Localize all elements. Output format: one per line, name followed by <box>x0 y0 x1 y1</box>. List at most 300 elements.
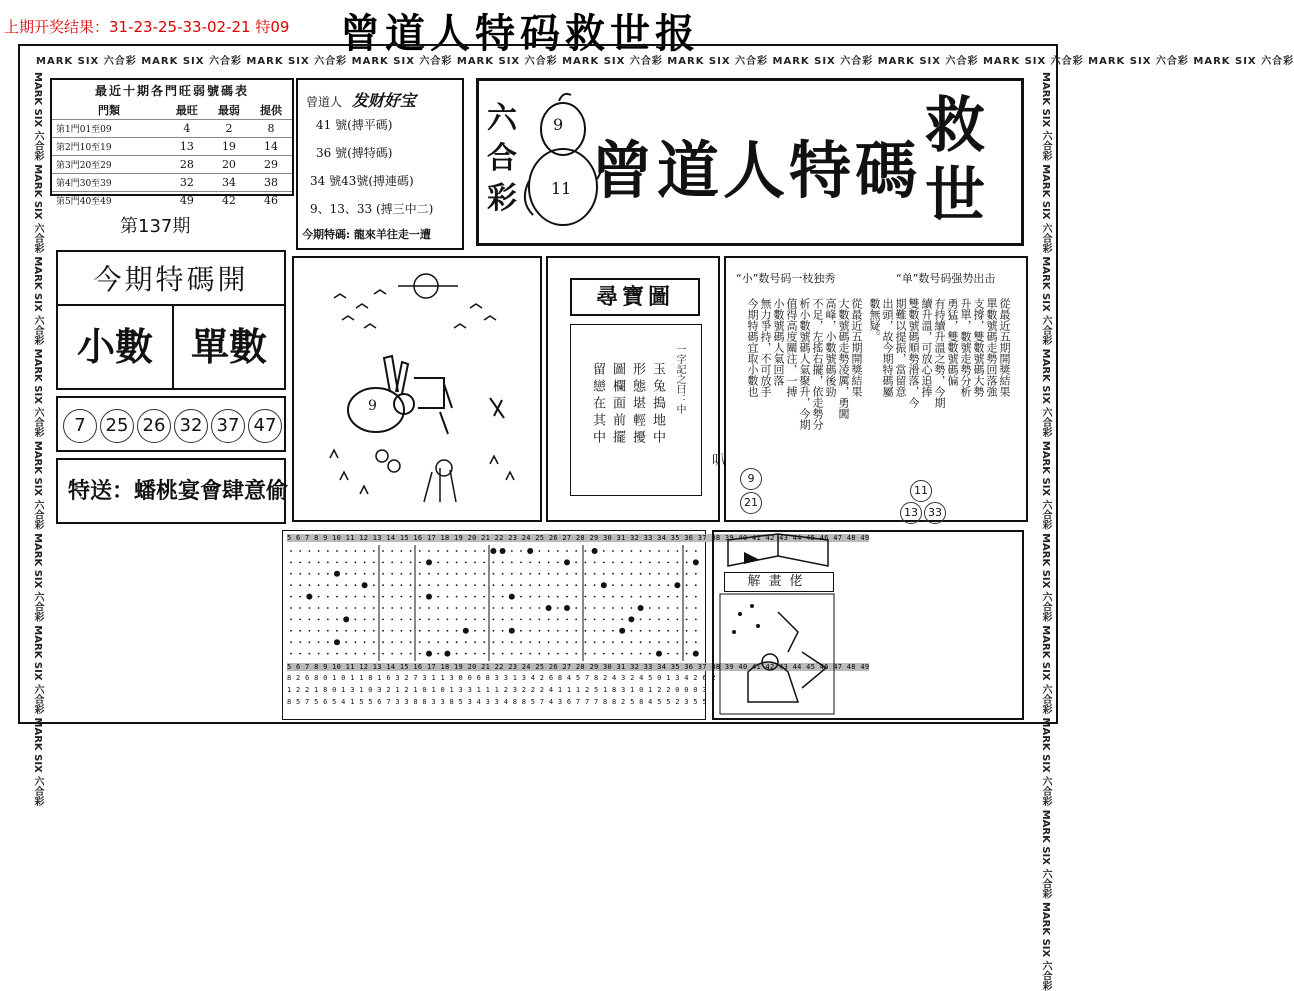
grid-dot <box>299 641 301 643</box>
grid-dot <box>575 562 577 564</box>
grid-dot <box>345 573 347 575</box>
number-circle: 32 <box>174 409 208 443</box>
grid-dot <box>557 584 559 586</box>
grid-dot <box>336 562 338 564</box>
grid-dot <box>640 550 642 552</box>
number-circle: 7 <box>63 409 97 443</box>
grid-dot <box>667 653 669 655</box>
table-row <box>52 138 292 156</box>
treasure-title: 尋寶圖 <box>570 278 700 316</box>
grid-dot <box>355 630 357 632</box>
puzzle-picture-box <box>712 530 1024 720</box>
grid-dot <box>649 619 651 621</box>
analysis-column: 有持續升溫之勢，今期 <box>933 298 946 408</box>
grid-dot <box>511 573 513 575</box>
grid-dot <box>603 562 605 564</box>
grid-dot <box>373 562 375 564</box>
grid-dot <box>343 616 349 622</box>
grid-dot <box>410 550 412 552</box>
analysis-column: 從最近五期開獎結果 <box>998 298 1011 397</box>
grid-dot <box>309 619 311 621</box>
grid-dot <box>640 584 642 586</box>
grid-dot <box>382 584 384 586</box>
previous-result-text: 上期开奖结果：31-23-25-33-02-21 特09 <box>4 18 290 36</box>
grid-dot <box>502 619 504 621</box>
grid-dot <box>483 596 485 598</box>
grid-dot <box>686 619 688 621</box>
grid-dot <box>456 619 458 621</box>
table-header-cell: 最旺 <box>175 104 198 117</box>
grid-dot <box>603 619 605 621</box>
grid-dot <box>336 630 338 632</box>
grid-dot <box>649 584 651 586</box>
grid-dot <box>391 607 393 609</box>
rabbit-number: 9 <box>368 398 377 414</box>
grid-dot <box>575 607 577 609</box>
grid-dot <box>509 628 515 634</box>
grid-dot <box>447 619 449 621</box>
table-header-row <box>52 101 292 120</box>
grid-dot <box>474 584 476 586</box>
grid-dot <box>594 562 596 564</box>
grid-dot <box>493 607 495 609</box>
grid-dot <box>529 607 531 609</box>
grid-dot <box>401 653 403 655</box>
grid-dot <box>621 596 623 598</box>
grid-dot <box>667 562 669 564</box>
analysis-box <box>712 256 1028 522</box>
grid-dot <box>419 596 421 598</box>
grid-dot <box>456 562 458 564</box>
table-cell: 29 <box>250 156 292 174</box>
grid-dot <box>631 562 633 564</box>
grid-dot <box>382 573 384 575</box>
grid-dot <box>566 596 568 598</box>
grid-dot <box>677 630 679 632</box>
grid-dot <box>336 619 338 621</box>
grid-dot <box>621 562 623 564</box>
grid-dot <box>612 550 614 552</box>
grid-dot <box>566 584 568 586</box>
table-header-cell: 提供 <box>259 104 282 117</box>
grid-dot <box>391 641 393 643</box>
grid-dot <box>336 550 338 552</box>
grid-dot <box>465 607 467 609</box>
title-banner <box>476 78 1024 246</box>
grid-dot <box>456 630 458 632</box>
grid-dot <box>658 607 660 609</box>
grid-dot <box>575 573 577 575</box>
table-cell: 19 <box>208 138 250 156</box>
grid-dot <box>318 596 320 598</box>
table-cell: 13 <box>166 138 208 156</box>
grid-dot <box>502 596 504 598</box>
treasure-map-box <box>546 256 720 522</box>
grid-dot <box>401 607 403 609</box>
analysis-circle: 9 <box>740 468 762 490</box>
grid-dot <box>309 630 311 632</box>
treasure-line: 留戀在其中 <box>590 362 605 447</box>
grid-dot <box>428 584 430 586</box>
grid-dot <box>336 596 338 598</box>
grid-dot <box>290 619 292 621</box>
analysis-circle: 13 <box>900 502 922 524</box>
grid-dot <box>677 550 679 552</box>
grid-dot <box>640 596 642 598</box>
treasure-line: 玉兔搗地中 <box>650 362 665 447</box>
grid-dot <box>299 653 301 655</box>
grid-dot <box>437 641 439 643</box>
grid-dot <box>539 619 541 621</box>
grid-dot <box>667 550 669 552</box>
grid-dot <box>539 596 541 598</box>
grid-dot <box>318 584 320 586</box>
grid-dot <box>695 630 697 632</box>
grid-dot <box>529 584 531 586</box>
grid-dot <box>355 573 357 575</box>
grid-dot <box>631 630 633 632</box>
grid-dot <box>290 596 292 598</box>
analysis-head-odd: “单”数号码强势出击 <box>896 272 996 285</box>
grid-dot <box>502 607 504 609</box>
grid-dot <box>509 594 515 600</box>
table-row <box>52 174 292 192</box>
grid-dot <box>621 641 623 643</box>
grid-dot <box>566 630 568 632</box>
grid-dot <box>299 562 301 564</box>
grid-dot <box>327 596 329 598</box>
grid-dot <box>410 562 412 564</box>
grid-dot <box>465 562 467 564</box>
table-cell: 20 <box>208 156 250 174</box>
grid-dot <box>585 584 587 586</box>
grid-dot <box>465 584 467 586</box>
grid-dot <box>493 641 495 643</box>
grid-dot <box>428 641 430 643</box>
grid-dot <box>612 630 614 632</box>
grid-dot <box>483 641 485 643</box>
grid-dot <box>428 550 430 552</box>
grid-dot <box>564 559 570 565</box>
grid-dot <box>686 584 688 586</box>
grid-dot <box>621 653 623 655</box>
grid-dot <box>428 607 430 609</box>
grid-dot <box>364 550 366 552</box>
table-row <box>52 120 292 138</box>
grid-dot <box>465 641 467 643</box>
grid-dot <box>474 550 476 552</box>
grid-dot <box>382 596 384 598</box>
grid-dot <box>456 573 458 575</box>
grid-dot <box>585 641 587 643</box>
grid-dot <box>345 630 347 632</box>
grid-dot <box>548 562 550 564</box>
grid-dot <box>686 630 688 632</box>
grid-dot <box>309 562 311 564</box>
grid-dot <box>318 607 320 609</box>
grid-dot <box>391 550 393 552</box>
grid-dot <box>677 619 679 621</box>
grid-dot <box>649 550 651 552</box>
grid-dot <box>456 607 458 609</box>
grid-dot <box>447 562 449 564</box>
grid-dot <box>658 562 660 564</box>
banner-liuhe-text: 六合彩 <box>487 101 517 216</box>
grid-dot <box>575 630 577 632</box>
grid-dot <box>658 550 660 552</box>
grid-dot <box>594 607 596 609</box>
grid-dot <box>658 641 660 643</box>
grid-dot <box>410 584 412 586</box>
code-box-heading <box>306 88 470 111</box>
grid-dot <box>345 607 347 609</box>
analysis-column: 值得高度關注，一搏 <box>785 298 798 397</box>
grid-dot <box>299 619 301 621</box>
analysis-column: 小數號碼人氣回落 <box>772 298 785 386</box>
grid-dot <box>419 641 421 643</box>
special-gift-box: 特送：蟠桃宴會肆意偷 <box>56 458 286 524</box>
grid-dot <box>456 641 458 643</box>
grid-dot <box>309 550 311 552</box>
treasure-line: 圖欄面前擺 <box>610 362 625 447</box>
grid-dot <box>575 584 577 586</box>
grid-dot <box>548 573 550 575</box>
grid-dot <box>391 619 393 621</box>
grid-dot <box>382 630 384 632</box>
grid-dot <box>539 641 541 643</box>
grid-dot <box>447 630 449 632</box>
grid-dot <box>364 641 366 643</box>
grid-dot <box>493 584 495 586</box>
grid-dot <box>318 653 320 655</box>
grid-dot <box>474 562 476 564</box>
grid-dot <box>638 605 644 611</box>
code-line: 9、13、33 (搏三中二) <box>310 202 434 216</box>
grid-dot <box>640 653 642 655</box>
grid-dot <box>336 584 338 586</box>
grid-dot <box>345 596 347 598</box>
grid-dot <box>557 596 559 598</box>
grid-dot <box>345 562 347 564</box>
grid-dot <box>493 619 495 621</box>
rabbit-illustration <box>294 258 540 520</box>
banner-jiu-text: 救世 <box>925 91 985 231</box>
code-box-heading-label: 曾道人 <box>306 95 343 109</box>
grid-dot <box>474 607 476 609</box>
grid-dot <box>299 630 301 632</box>
grid-dot <box>575 596 577 598</box>
grid-dot <box>603 607 605 609</box>
grid-dot <box>667 596 669 598</box>
grid-dot <box>401 584 403 586</box>
table-cell: 32 <box>166 174 208 192</box>
grid-dot <box>603 573 605 575</box>
grid-dot <box>355 596 357 598</box>
grid-dot <box>520 550 522 552</box>
open-small-text: 小數 <box>58 306 174 388</box>
grid-dot <box>327 619 329 621</box>
grid-dot <box>557 562 559 564</box>
grid-dot <box>585 619 587 621</box>
grid-dot <box>575 550 577 552</box>
grid-dot <box>529 573 531 575</box>
grid-dot <box>493 653 495 655</box>
grid-dot <box>656 651 662 657</box>
grid-dot <box>529 596 531 598</box>
grid-dot <box>419 619 421 621</box>
grid-dot <box>686 653 688 655</box>
grid-dot <box>603 550 605 552</box>
table-header-cell: 最弱 <box>217 104 240 117</box>
grid-dot <box>318 562 320 564</box>
grid-dot <box>474 596 476 598</box>
grid-dot <box>621 607 623 609</box>
grid-dot <box>658 630 660 632</box>
analysis-column: 期難以提振，當留意 <box>894 298 907 397</box>
grid-dot <box>456 550 458 552</box>
grid-dot <box>546 605 552 611</box>
grid-dot <box>619 628 625 634</box>
table-cell: 第1門01至09 <box>52 120 166 138</box>
grid-dot <box>631 641 633 643</box>
grid-dot <box>355 619 357 621</box>
grid-dot <box>527 548 533 554</box>
grid-dot <box>686 641 688 643</box>
number-circle: 25 <box>100 409 134 443</box>
grid-dot <box>667 607 669 609</box>
grid-dot <box>511 562 513 564</box>
grid-dot <box>419 653 421 655</box>
grid-dot <box>677 596 679 598</box>
code-line: 34 號43號(搏連碼) <box>310 174 414 188</box>
grid-dot <box>327 573 329 575</box>
grid-dot <box>603 596 605 598</box>
table-cell: 4 <box>166 120 208 138</box>
grid-dot <box>695 573 697 575</box>
grid-dot <box>410 653 412 655</box>
grid-dot <box>539 630 541 632</box>
grid-dot <box>364 596 366 598</box>
grid-dot <box>520 562 522 564</box>
analysis-column: 升單，數號走勢分析 <box>959 298 972 397</box>
table-title: 最近十期各門旺弱號碼表 <box>94 84 249 98</box>
grid-dot <box>382 653 384 655</box>
grid-dot <box>585 550 587 552</box>
analysis-circle: 21 <box>740 492 762 514</box>
grid-dot <box>575 653 577 655</box>
grid-dot <box>327 630 329 632</box>
scholar-illustration <box>718 592 836 716</box>
grid-dot <box>649 596 651 598</box>
grid-dot <box>566 550 568 552</box>
grid-dot <box>364 653 366 655</box>
code-line: 41 號(搏平碼) <box>316 118 393 132</box>
grid-dot <box>640 573 642 575</box>
grid-dot <box>345 641 347 643</box>
grid-dot <box>318 619 320 621</box>
grid-dot <box>290 607 292 609</box>
grid-dot <box>520 641 522 643</box>
grid-dot <box>463 628 469 634</box>
grid-dot <box>465 596 467 598</box>
grid-dot <box>428 573 430 575</box>
grid-dot <box>539 562 541 564</box>
grid-dot <box>585 653 587 655</box>
grid-dot <box>631 596 633 598</box>
grid-dot <box>483 584 485 586</box>
analysis-circle: 11 <box>910 480 932 502</box>
grid-dot <box>640 630 642 632</box>
grid-dot <box>603 630 605 632</box>
grid-dot <box>621 584 623 586</box>
grid-dot <box>299 584 301 586</box>
grid-dot <box>594 641 596 643</box>
table-cell: 第5門40至49 <box>52 192 166 210</box>
grid-dot <box>520 573 522 575</box>
grid-dot <box>575 619 577 621</box>
grid-dot <box>658 584 660 586</box>
grid-dot <box>355 550 357 552</box>
grid-dot <box>336 607 338 609</box>
grid-dot <box>391 653 393 655</box>
grid-dot <box>465 550 467 552</box>
grid-dot <box>419 584 421 586</box>
grid-dot <box>529 562 531 564</box>
grid-dot <box>426 594 432 600</box>
grid-dot <box>640 562 642 564</box>
grid-dot <box>564 605 570 611</box>
grid-dot <box>502 562 504 564</box>
grid-dot <box>437 562 439 564</box>
grid-dot <box>290 584 292 586</box>
grid-dot <box>695 584 697 586</box>
grid-dot <box>318 550 320 552</box>
door-strength-table-box <box>50 78 294 207</box>
grid-dot <box>612 596 614 598</box>
grid-dot <box>447 641 449 643</box>
grid-dot <box>474 653 476 655</box>
grid-dot <box>585 596 587 598</box>
grid-dot <box>401 573 403 575</box>
grid-dot <box>557 619 559 621</box>
grid-dot <box>612 653 614 655</box>
grid-dot <box>334 639 340 645</box>
grid-dot <box>474 573 476 575</box>
marquee-left-strip: MARK SIX 六合彩 MARK SIX 六合彩 MARK SIX 六合彩 MARK SIX 六合彩 MARK SIX 六合彩 MARK SIX 六合彩 MARK SIX 六合彩 MARK SIX 六合彩 <box>32 72 43 807</box>
grid-dot <box>548 653 550 655</box>
grid-dot <box>511 653 513 655</box>
grid-data-row: 1 2 2 1 8 0 1 3 1 0 3 2 1 2 1 0 1 0 1 3 3 1 1 1 2 3 2 2 2 4 1 1 1 2 5 1 8 3 1 0 1 2 2 0 0 0 3 <box>287 686 707 694</box>
grid-dot <box>391 562 393 564</box>
grid-dot <box>345 584 347 586</box>
grid-dot <box>373 573 375 575</box>
analysis-column: 續升溫，可放心追捧 <box>920 298 933 397</box>
grid-dot <box>566 653 568 655</box>
grid-dot <box>628 616 634 622</box>
grid-dot <box>373 596 375 598</box>
grid-dot <box>686 596 688 598</box>
grid-dot <box>557 607 559 609</box>
grid-dot <box>483 550 485 552</box>
table-cell: 第4門30至39 <box>52 174 166 192</box>
grid-dot <box>373 607 375 609</box>
grid-dot <box>437 619 439 621</box>
grid-dot <box>474 619 476 621</box>
grid-dot <box>290 641 292 643</box>
door-strength-table <box>52 101 292 209</box>
grid-dot <box>539 653 541 655</box>
issue-number: 第137期 <box>120 216 191 237</box>
